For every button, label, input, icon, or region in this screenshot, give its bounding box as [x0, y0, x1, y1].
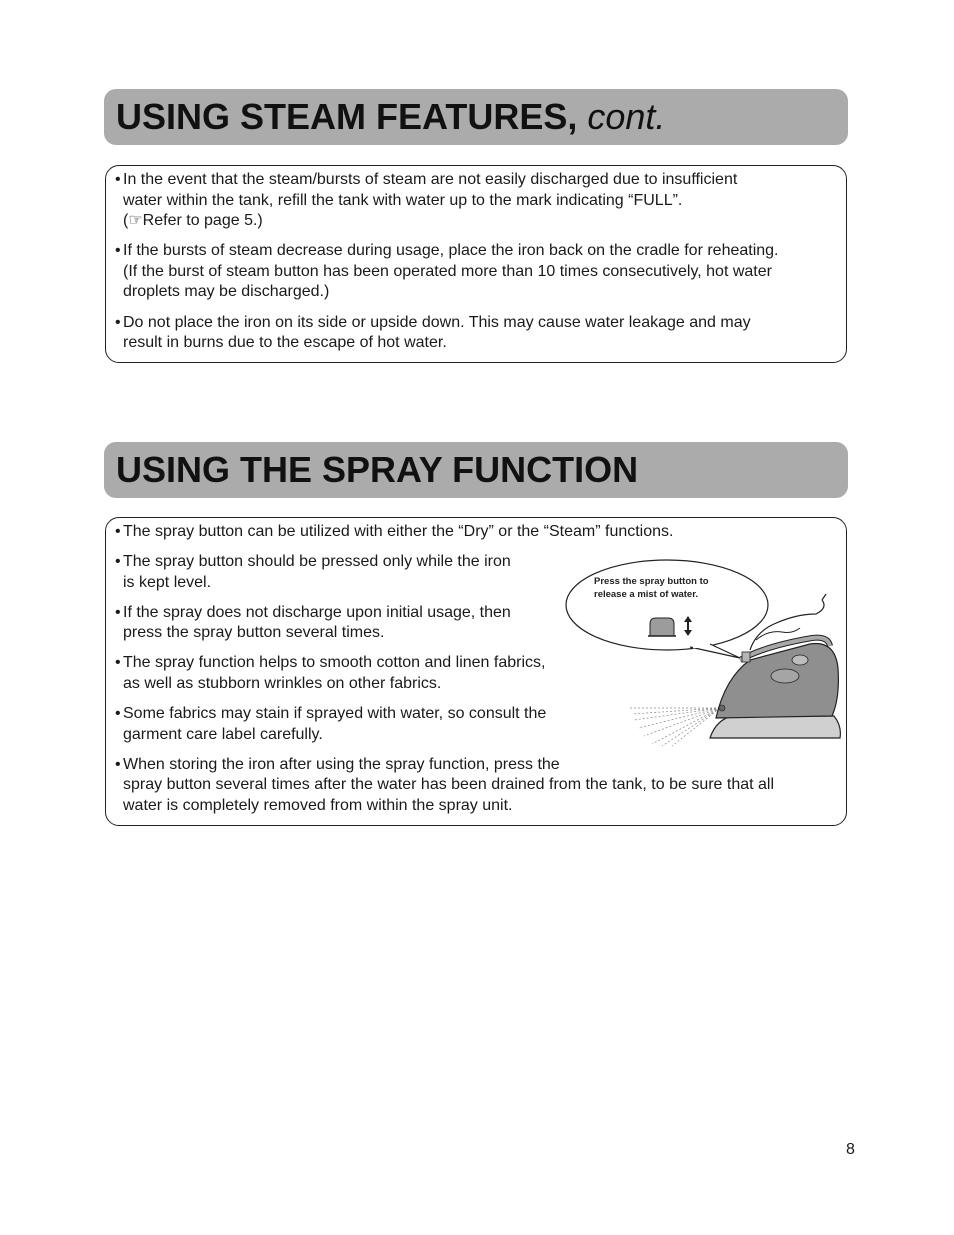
section-title-bar-spray [104, 442, 848, 498]
list-item: • If the bursts of steam decrease during usage, place the iron back on the cradle for reheating. (If the burst of steam button has been operated more than 10 times consecutively, hot water droplets may be discharged.) [115, 242, 779, 301]
section-title-spray: USING THE SPRAY FUNCTION [116, 449, 639, 490]
page-number: 8 [846, 1141, 855, 1158]
list-item: • If the spray does not discharge upon initial usage, then press the spray button several times. [115, 603, 511, 642]
spray-mist [630, 708, 720, 746]
section-title-bar-steam [104, 89, 848, 145]
spray-callout-text: Press the spray button to release a mist of water. [594, 576, 709, 600]
list-item: • The spray button should be pressed only while the iron is kept level. [115, 553, 511, 591]
section-title-steam: USING STEAM FEATURES, cont. [116, 96, 666, 137]
list-item: • Some fabrics may stain if sprayed with water, so consult the garment care label carefully. [115, 705, 547, 743]
list-item: • When storing the iron after using the spray function, press the spray button several times after the water has been drained from the tank, to be sure that all water is completely removed from within the spray unit. [115, 755, 775, 815]
list-item: • The spray function helps to smooth cotton and linen fabrics, as well as stubborn wrinkles on other fabrics. [115, 654, 546, 693]
list-item: • Do not place the iron on its side or upside down. This may cause water leakage and may result in burns due to the escape of hot water. [115, 313, 751, 352]
list-item: • In the event that the steam/bursts of steam are not easily discharged due to insufficient water within the tank, refill the tank with water up to the mark indicating “FULL”. (☞Refer to page 5.) [115, 171, 738, 230]
list-item: • The spray button can be utilized with either the “Dry” or the “Steam” functions. [115, 523, 674, 540]
steam-notes-box [105, 165, 847, 363]
